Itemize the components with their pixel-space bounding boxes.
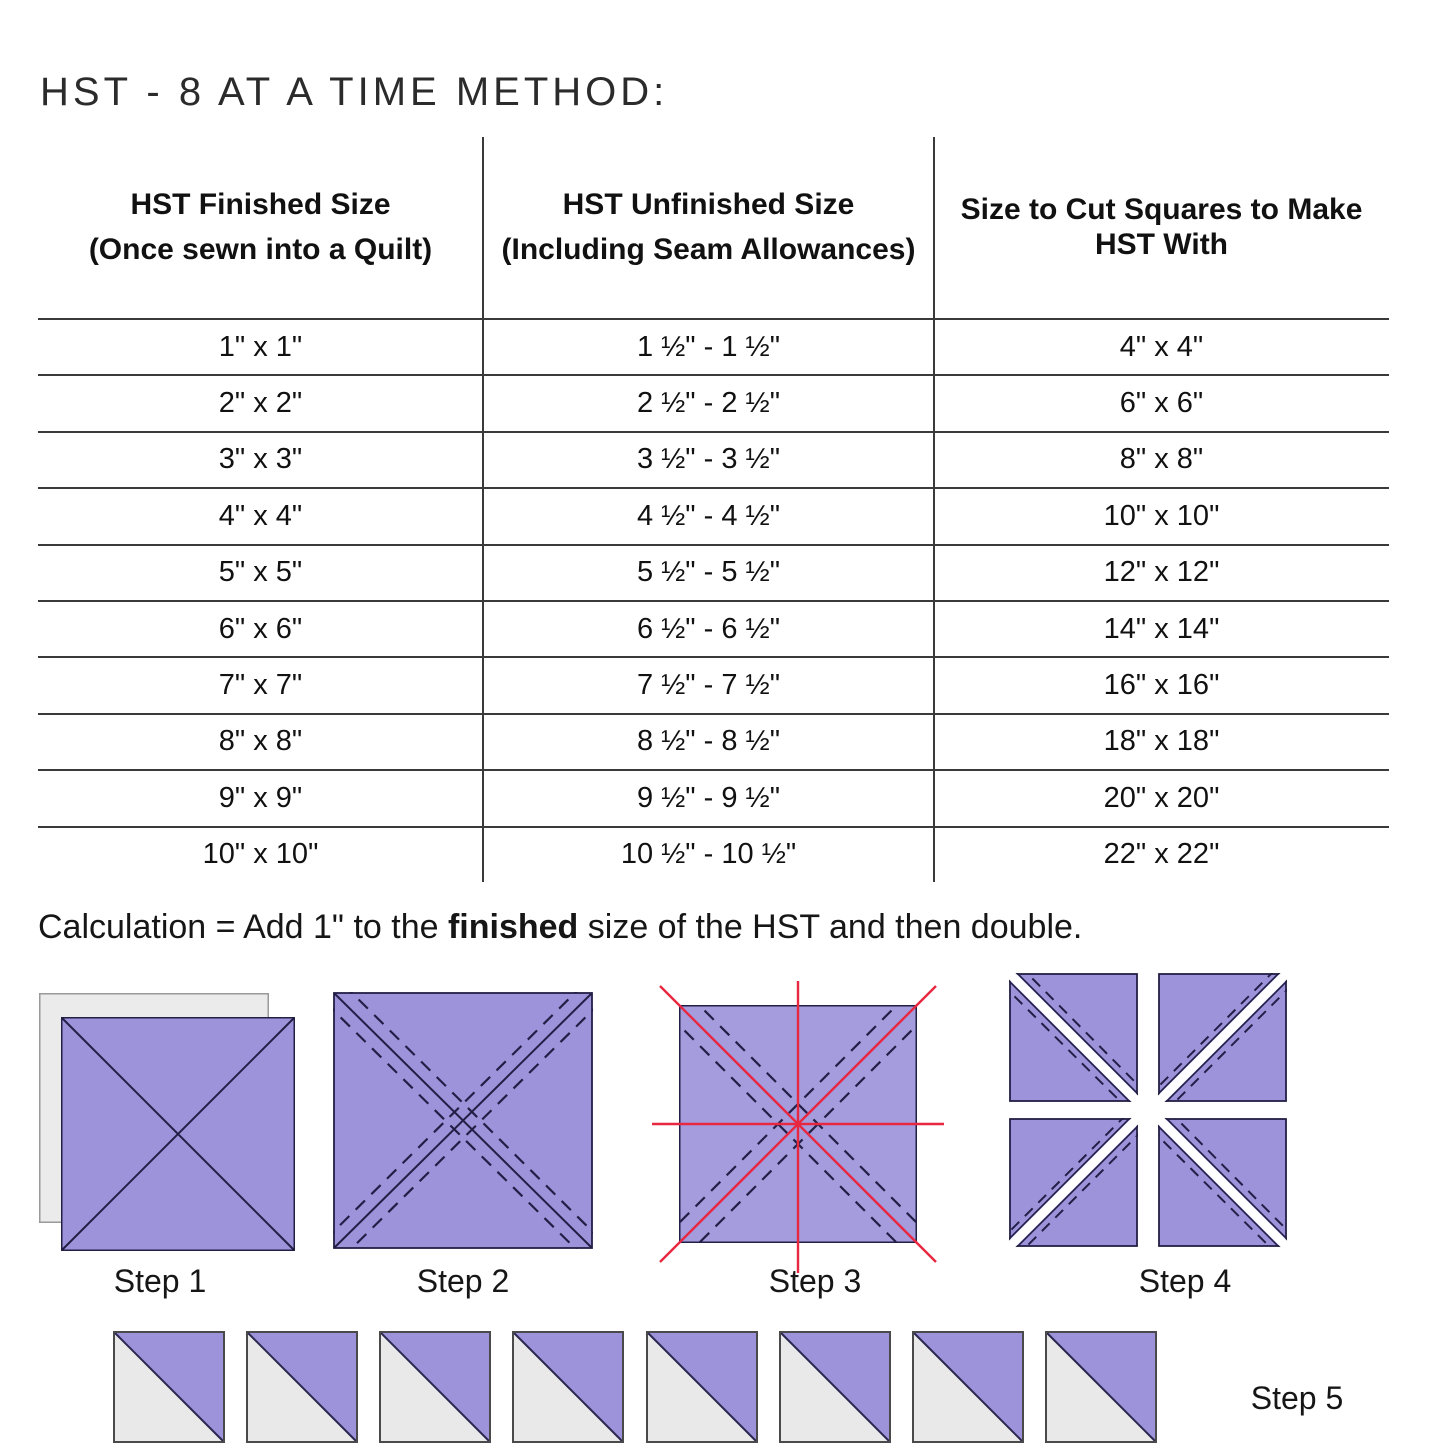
table-row xyxy=(38,374,1389,430)
cell-cut: 8" x 8" xyxy=(1119,443,1204,476)
column-divider xyxy=(482,137,484,882)
cell-cut: 22" x 22" xyxy=(1103,838,1220,871)
page-title: HST - 8 AT A TIME METHOD: xyxy=(40,70,669,114)
step5-hst-unit xyxy=(912,1331,1024,1443)
cell-cut: 16" x 16" xyxy=(1103,669,1220,702)
header-line: HST With xyxy=(1094,227,1229,261)
hst-size-table xyxy=(38,137,1389,882)
header-cut-size xyxy=(934,137,1389,318)
step5-hst-unit xyxy=(512,1331,624,1443)
header-line: HST Finished Size xyxy=(130,188,391,222)
step5-hst-unit xyxy=(1045,1331,1157,1443)
step3-diagram xyxy=(645,975,947,1277)
step1-diagram xyxy=(39,993,295,1251)
table-row xyxy=(38,656,1389,712)
step5-hst-unit xyxy=(779,1331,891,1443)
table-row xyxy=(38,431,1389,487)
step4-square-bottom-right xyxy=(1158,1118,1287,1247)
step2-diagram xyxy=(333,992,593,1249)
step5-hst-unit xyxy=(646,1331,758,1443)
cell-unfinished: 8 ½" - 8 ½" xyxy=(636,725,781,758)
cell-cut: 20" x 20" xyxy=(1103,781,1220,814)
header-line: (Once sewn into a Quilt) xyxy=(88,232,433,266)
cell-finished: 2" x 2" xyxy=(218,387,303,420)
cell-unfinished: 3 ½" - 3 ½" xyxy=(636,443,781,476)
step5-hst-unit xyxy=(379,1331,491,1443)
step1-label: Step 1 xyxy=(113,1263,207,1299)
step5-hst-unit xyxy=(113,1331,225,1443)
cell-unfinished: 9 ½" - 9 ½" xyxy=(636,781,781,814)
calc-bold-word: finished xyxy=(447,908,579,946)
cell-finished: 10" x 10" xyxy=(202,838,319,871)
cell-cut: 10" x 10" xyxy=(1103,499,1220,532)
cell-unfinished: 1 ½" - 1 ½" xyxy=(636,330,781,363)
cell-cut: 4" x 4" xyxy=(1119,330,1204,363)
cell-finished: 5" x 5" xyxy=(218,556,303,589)
header-line: Size to Cut Squares to Make xyxy=(960,193,1363,226)
calc-prefix: Calculation = Add 1" to the xyxy=(38,908,448,946)
cell-unfinished: 10 ½" - 10 ½" xyxy=(620,838,797,871)
cell-finished: 9" x 9" xyxy=(218,781,303,814)
calculation-note xyxy=(38,908,1082,947)
table-row xyxy=(38,318,1389,374)
header-line: (Including Seam Allowances) xyxy=(501,232,916,266)
cell-unfinished: 6 ½" - 6 ½" xyxy=(636,612,781,645)
header-unfinished-size xyxy=(483,137,934,318)
cell-finished: 6" x 6" xyxy=(218,612,303,645)
step4-square-top-left xyxy=(1009,973,1138,1102)
step4-label: Step 4 xyxy=(1138,1263,1232,1299)
cell-finished: 3" x 3" xyxy=(218,443,303,476)
calc-suffix: size of the HST and then double. xyxy=(578,908,1083,946)
cell-cut: 14" x 14" xyxy=(1103,612,1220,645)
table-row xyxy=(38,487,1389,543)
table-row xyxy=(38,600,1389,656)
step5-label: Step 5 xyxy=(1250,1380,1344,1416)
table-row xyxy=(38,826,1389,882)
table-row xyxy=(38,769,1389,825)
cell-finished: 7" x 7" xyxy=(218,669,303,702)
cell-unfinished: 4 ½" - 4 ½" xyxy=(636,499,781,532)
cell-finished: 8" x 8" xyxy=(218,725,303,758)
cell-cut: 6" x 6" xyxy=(1119,387,1204,420)
cell-unfinished: 2 ½" - 2 ½" xyxy=(636,387,781,420)
cell-cut: 12" x 12" xyxy=(1103,556,1220,589)
step3-label: Step 3 xyxy=(768,1263,862,1299)
step5-hst-unit xyxy=(246,1331,358,1443)
column-divider xyxy=(933,137,935,882)
header-finished-size xyxy=(38,137,483,318)
table-row xyxy=(38,713,1389,769)
table-row xyxy=(38,544,1389,600)
cell-cut: 18" x 18" xyxy=(1103,725,1220,758)
step4-square-bottom-left xyxy=(1009,1118,1138,1247)
step2-label: Step 2 xyxy=(416,1263,510,1299)
cell-finished: 4" x 4" xyxy=(218,499,303,532)
step4-square-top-right xyxy=(1158,973,1287,1102)
header-line: HST Unfinished Size xyxy=(562,188,855,222)
cell-unfinished: 7 ½" - 7 ½" xyxy=(636,669,781,702)
table-header-row xyxy=(38,137,1389,318)
cell-finished: 1" x 1" xyxy=(218,330,303,363)
cell-unfinished: 5 ½" - 5 ½" xyxy=(636,556,781,589)
